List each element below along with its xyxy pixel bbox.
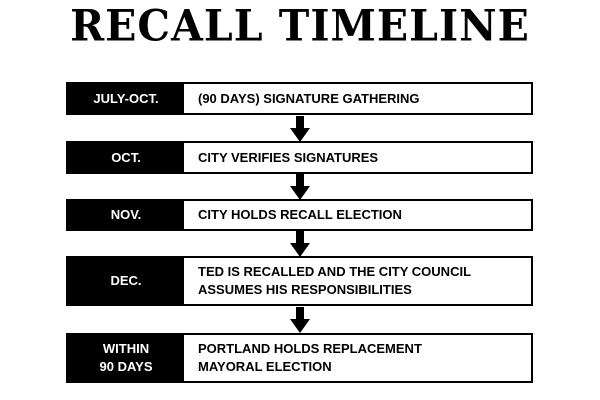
step-1-date: JULY-OCT. bbox=[68, 84, 184, 113]
step-2-date: OCT. bbox=[68, 143, 184, 172]
down-arrow-icon bbox=[290, 231, 310, 257]
timeline-step-5 bbox=[66, 333, 533, 383]
step-3-description: CITY HOLDS RECALL ELECTION bbox=[198, 207, 402, 222]
down-arrow-icon bbox=[290, 307, 310, 333]
timeline-step-2 bbox=[66, 141, 533, 174]
step-5-description: PORTLAND HOLDS REPLACEMENT MAYORAL ELECTION bbox=[198, 341, 422, 374]
down-arrow-icon bbox=[290, 174, 310, 200]
diagram-title: RECALL TIMELINE bbox=[70, 0, 530, 52]
step-1-description: (90 DAYS) SIGNATURE GATHERING bbox=[198, 90, 420, 106]
step-4-date: DEC. bbox=[68, 258, 184, 304]
timeline-step-1 bbox=[66, 82, 533, 115]
down-arrow-icon bbox=[290, 116, 310, 142]
timeline-step-3 bbox=[66, 199, 533, 231]
step-3-date: NOV. bbox=[68, 201, 184, 229]
step-4-description: TED IS RECALLED AND THE CITY COUNCIL ASSUMES HIS RESPONSIBILITIES bbox=[198, 264, 472, 297]
timeline-step-4 bbox=[66, 256, 533, 306]
step-2-description: CITY VERIFIES SIGNATURES bbox=[198, 149, 379, 165]
step-5-date: WITHIN 90 DAYS bbox=[68, 335, 184, 381]
